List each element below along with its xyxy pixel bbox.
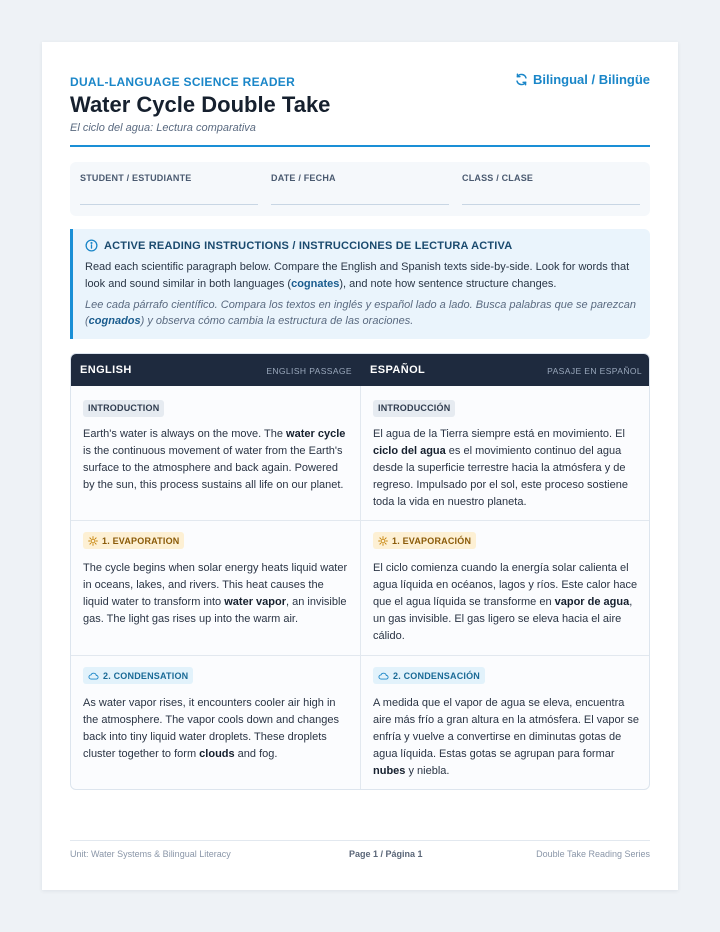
sun-icon — [88, 536, 98, 546]
bilingual-badge — [515, 72, 650, 87]
section-tag-label: 2. CONDENSATION — [103, 670, 189, 681]
page-title: Water Cycle Double Take — [70, 92, 331, 117]
instructions-english-text-end: ), and note how sentence structure changes. — [339, 278, 557, 290]
instructions-heading — [85, 239, 512, 252]
student-field-label: STUDENT / ESTUDIANTE — [80, 173, 192, 183]
spanish-condensation-cell — [361, 667, 650, 781]
date-field[interactable] — [271, 173, 449, 183]
instructions-spanish-text: Lee cada párrafo científico. Compara los textos en inglés y español lado a lado. Busca palabras que se parezcan ( — [85, 299, 636, 327]
row-divider — [71, 520, 650, 521]
text-run: , an invisible gas. The light gas rises up into the warm air. — [83, 595, 347, 626]
class-field-line — [462, 204, 640, 205]
text-run: El ciclo comienza cuando la energía solar calienta el agua líquida en océanos, lagos y ríos. Este calor hace que el agua líquida se transforme en — [373, 561, 638, 608]
text-run: y niebla. — [405, 765, 450, 778]
text-run: El agua de la Tierra siempre está en movimiento. El — [373, 427, 625, 440]
date-field-label: DATE / FECHA — [271, 173, 336, 183]
english-condensation-paragraph — [83, 695, 349, 764]
section-tag-introduccion: INTRODUCCIÓN — [373, 400, 455, 417]
english-evaporation-cell — [71, 532, 361, 628]
instructions-english-text: Read each scientific paragraph below. Compare the English and Spanish texts side-by-side. Look for words that look and sound similar in both languages ( — [85, 261, 630, 290]
text-run: A medida que el vapor de agua se eleva, encuentra aire más frío a gran altura en la atmósfera. El vapor se enfría y vuelve a convertirse en diminutas gotas de agua líquida. Estas gotas se agrupan para formar — [373, 696, 639, 761]
key-term: water cycle — [286, 427, 346, 440]
footer-series: Double Take Reading Series — [536, 849, 650, 859]
english-header-sublabel: ENGLISH PASSAGE — [266, 366, 352, 376]
refresh-icon — [515, 73, 528, 86]
english-column-header — [71, 354, 361, 386]
text-run: , un gas invisible. El gas ligero se eleva hacia el aire cálido. — [373, 595, 633, 643]
text-run: The cycle begins when solar energy heats liquid water in oceans, lakes, and rivers. This heat causes the liquid water to transform into — [83, 561, 348, 608]
spanish-intro-paragraph — [373, 426, 639, 512]
instructions-english — [85, 259, 640, 293]
english-intro-cell — [71, 398, 361, 494]
footer-unit: Unit: Water Systems & Bilingual Literacy — [70, 849, 231, 859]
section-tag-evaporation — [83, 532, 184, 549]
english-evaporation-paragraph — [83, 560, 349, 629]
spanish-intro-cell — [361, 398, 650, 512]
instructions-box — [70, 229, 650, 339]
section-tag-label: 1. EVAPORACIÓN — [392, 535, 472, 546]
info-icon — [85, 239, 98, 252]
spanish-header-sublabel: PASAJE EN ESPAÑOL — [547, 366, 642, 376]
worksheet-page — [42, 42, 678, 890]
spanish-condensation-paragraph — [373, 695, 639, 781]
key-term: ciclo del agua — [373, 444, 446, 457]
section-tag-label: 1. EVAPORATION — [102, 535, 180, 546]
class-field-label: CLASS / CLASE — [462, 173, 534, 183]
comparison-table — [70, 353, 650, 790]
spanish-header-label: ESPAÑOL — [370, 364, 426, 376]
text-run: es el movimiento continuo del agua desde la superficie terrestre hacia la atmósfera y de regreso. Impulsado por el sol, este proceso sostiene toda la vida en nuestro planeta. — [373, 444, 628, 509]
spanish-evaporation-cell — [361, 532, 650, 646]
page-subtitle: El ciclo del agua: Lectura comparativa — [70, 122, 256, 134]
text-run: and fog. — [234, 748, 278, 761]
english-header-label: ENGLISH — [80, 364, 132, 376]
section-tag-condensation — [83, 667, 193, 684]
cloud-icon — [88, 671, 99, 681]
footer-page-number: Page 1 / Página 1 — [349, 849, 423, 859]
cognates-term: cognates — [291, 278, 340, 290]
instructions-spanish — [85, 297, 640, 329]
section-tag-label: 2. CONDENSACIÓN — [393, 670, 481, 681]
class-field[interactable] — [462, 173, 640, 183]
sun-icon — [378, 536, 388, 546]
text-run: As water vapor rises, it encounters cooler air high in the atmosphere. The vapor cools down and changes back into tiny liquid water droplets. These droplets cluster together to form — [83, 696, 340, 761]
key-term: vapor de agua — [554, 595, 630, 608]
table-header — [71, 354, 650, 386]
text-run: is the continuous movement of water from the Earth's surface to the atmosphere and back again. Powered by the sun, this process sustains all life on our planet. — [83, 444, 344, 492]
cognados-term: cognados — [88, 315, 141, 327]
cloud-icon — [378, 671, 389, 681]
header — [70, 72, 650, 147]
english-intro-paragraph — [83, 426, 349, 495]
bilingual-badge-label: Bilingual / Bilingüe — [533, 72, 650, 87]
date-field-line — [271, 204, 449, 205]
key-term: clouds — [199, 748, 235, 761]
spanish-evaporation-paragraph — [373, 560, 639, 646]
english-condensation-cell — [71, 667, 361, 763]
instructions-spanish-text-end: ) y observa cómo cambia la estructura de las oraciones. — [140, 315, 414, 327]
instructions-heading-text: ACTIVE READING INSTRUCTIONS / INSTRUCCIONES DE LECTURA ACTIVA — [104, 239, 513, 252]
student-field-line — [80, 204, 258, 205]
section-tag-introduction: INTRODUCTION — [83, 400, 164, 417]
row-divider — [71, 655, 650, 656]
student-field[interactable] — [80, 173, 258, 183]
key-term: water vapor — [224, 595, 286, 608]
section-tag-evaporacion — [373, 532, 476, 549]
text-run: Earth's water is always on the move. The — [83, 427, 287, 440]
student-info-fields — [70, 162, 650, 216]
eyebrow-label: DUAL-LANGUAGE SCIENCE READER — [70, 75, 296, 89]
section-tag-condensacion — [373, 667, 485, 684]
footer-divider — [70, 840, 650, 841]
key-term: nubes — [373, 765, 406, 778]
spanish-column-header — [361, 354, 650, 386]
